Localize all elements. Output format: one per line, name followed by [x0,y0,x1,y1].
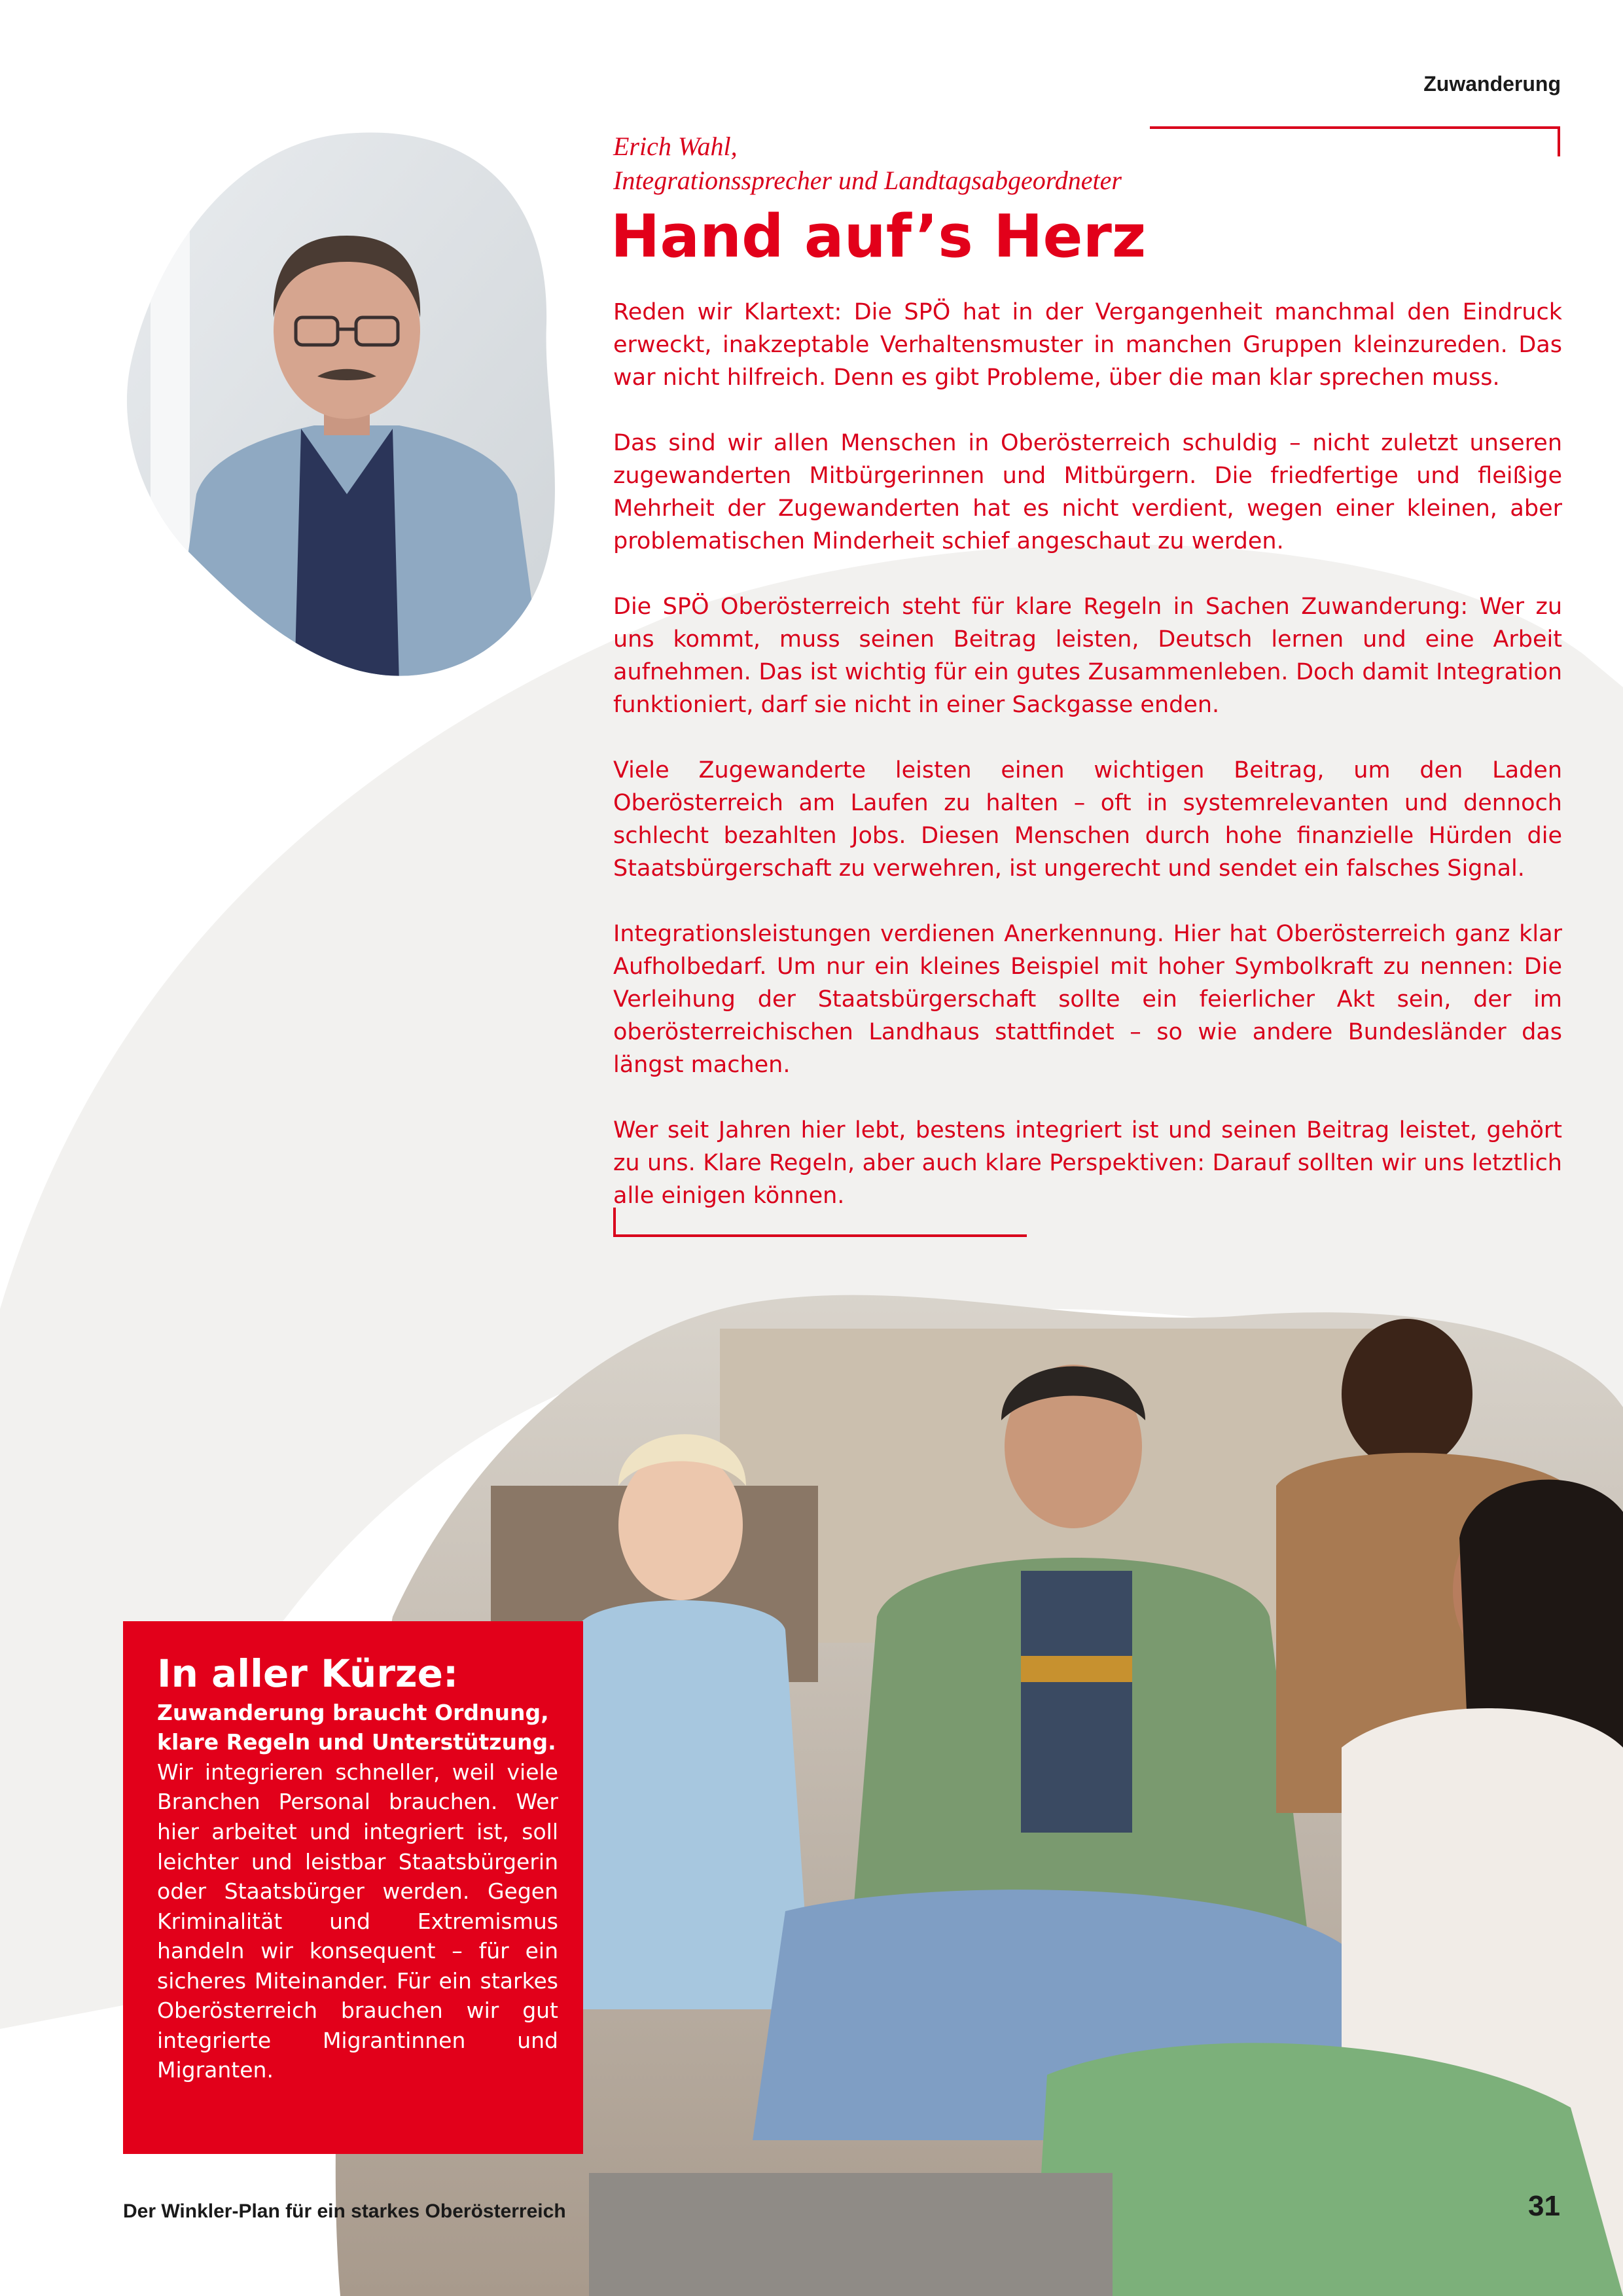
page-number: 31 [1528,2190,1560,2222]
summary-body: Wir integrieren schneller, weil viele Branchen Personal brauchen. Wer hier arbeitet und integriert ist, soll leichter und leistbar Staatsbürgerin oder Staatsbürger werden. Gegen Kriminalität und Extremismus handeln wir konsequent – für ein sicheres Miteinander. Für ein starkes Oberösterreich brauchen wir gut integrierte Migrantinnen und Migranten. [157,1759,558,2083]
article-paragraph: Die SPÖ Oberösterreich steht für klare Regeln in Sachen Zuwanderung: Wer zu uns kommt, muss seinen Beitrag leisten, Deutsch lernen und eine Arbeit aufnehmen. Das ist wichtig für ein gutes Zusammenleben. Doch damit Integration funktioniert, darf sie nicht in einer Sackgasse enden. [613,594,1562,718]
article-title: Hand auf’s Herz [611,202,1147,271]
article-paragraph: Wer seit Jahren hier lebt, bestens integriert ist und seinen Beitrag leistet, gehört zu uns. Klare Regeln, aber auch klare Perspektiven: Darauf sollten wir uns letztlich alle einigen können. [613,1117,1562,1209]
article-paragraph: Das sind wir allen Menschen in Oberösterreich schuldig – nicht zuletzt unseren zugewanderten Mitbürgerinnen und Mitbürgern. Die friedfertige und fleißige Mehrheit der Zugewanderten hat es nicht verdient, wegen einer kleinen, aber problematischen Minderheit schief angeschaut zu werden. [613,430,1562,554]
summary-box [123,1621,583,2154]
article-paragraph: Integrationsleistungen verdienen Anerkennung. Hier hat Oberösterreich ganz klar Aufholbedarf. Um nur ein kleines Beispiel mit hoher Symbolkraft zu nennen: Die Verleihung der Staatsbürgerschaft sollte ein feierlicher Akt sein, der im oberösterreichischen Landhaus stattfindet – so wie andere Bundesländer das längst machen. [613,921,1562,1078]
summary-heading: In aller Kürze: [157,1651,459,1696]
section-label: Zuwanderung [1423,72,1561,96]
decorative-corner-line-top [1150,126,1560,156]
footer-publication-title: Der Winkler-Plan für ein starkes Oberösterreich [123,2200,566,2222]
author-name: Erich Wahl, [613,132,738,161]
decorative-corner-line-bottom [613,1208,1027,1237]
article-paragraph: Viele Zugewanderte leisten einen wichtigen Beitrag, um den Laden Oberösterreich am Laufen zu halten – oft in systemrelevanten und dennoch schlecht bezahlten Jobs. Diesen Menschen durch hohe finanzielle Hürden die Staatsbürgerschaft zu verwehren, ist ungerecht und sendet ein falsches Signal. [613,757,1562,882]
author-role: Integrationssprecher und Landtagsabgeordneter [613,166,1122,195]
article-paragraph: Reden wir Klartext: Die SPÖ hat in der Vergangenheit manchmal den Eindruck erweckt, inakzeptable Verhaltensmuster in manchen Gruppen kleinzureden. Das war nicht hilfreich. Denn es gibt Probleme, über die man klar sprechen muss. [613,299,1562,391]
summary-lead: Zuwanderung braucht Ordnung, klare Regeln und Unterstützung. [157,1699,556,1755]
article-body [613,296,1562,1245]
author-portrait [124,128,560,684]
